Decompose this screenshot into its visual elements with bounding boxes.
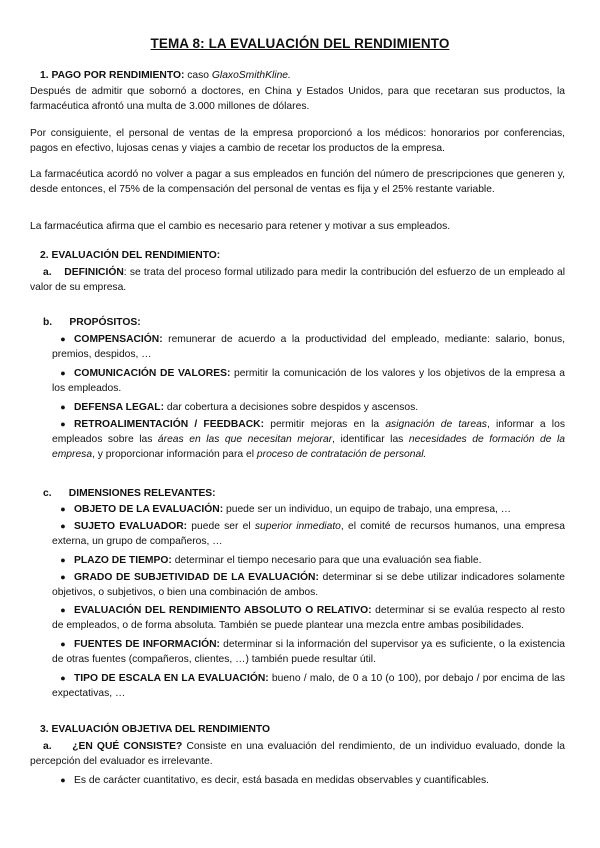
bullet-icon: ●	[60, 521, 66, 531]
section-2-number: 2.	[40, 250, 49, 261]
item-b-marker: b.	[43, 317, 53, 328]
definition-label: DEFINICIÓN	[64, 267, 124, 278]
section-3-number: 3.	[40, 724, 49, 735]
dimension-scale: ● TIPO DE ESCALA EN LA EVALUACIÓN: bueno / malo, de 0 a 10 (o 100), por debajo / por encima de las expectativas, …	[52, 673, 565, 699]
consists-label: ¿EN QUÉ CONSISTE?	[72, 741, 183, 752]
bullet-icon: ●	[60, 504, 66, 514]
purposes-heading	[30, 315, 565, 330]
section-2-label: EVALUACIÓN DEL RENDIMIENTO:	[51, 250, 221, 261]
bullet-icon: ●	[60, 605, 66, 615]
bullet-icon: ●	[60, 402, 66, 412]
dimension-subjectivity: ● GRADO DE SUBJETIVIDAD DE LA EVALUACIÓN: determinar si se debe utilizar indicadores solamente objetivos, o subjetivos, o bien una combinación de ambos.	[52, 572, 565, 598]
dimension-sources: ● FUENTES DE INFORMACIÓN: determinar si la información del supervisor ya es suficiente, o la existencia de otras fuentes (compañeros, clientes, …) también puede resultar útil.	[52, 639, 565, 665]
purpose-values: ● COMUNICACIÓN DE VALORES: permitir la comunicación de los valores y los objetivos de la empresa a los empleados.	[52, 368, 565, 394]
section-1-number: 1.	[40, 70, 49, 81]
bullet-icon: ●	[60, 775, 66, 785]
item-c-marker: c.	[43, 488, 52, 499]
dimensions-label: DIMENSIONES RELEVANTES:	[68, 488, 216, 499]
bullet-icon: ●	[60, 639, 66, 649]
section-3-label: EVALUACIÓN OBJETIVA DEL RENDIMIENTO	[51, 724, 271, 735]
purpose-feedback: ● RETROALIMENTACIÓN / FEEDBACK: permitir mejoras en la asignación de tareas, informar a los empleados sobre las áreas en las que necesitan mejorar, identificar las necesidades de formación de la empresa, y proporcionar información para el proceso de contratación de personal.	[52, 419, 565, 460]
section-3-heading	[30, 722, 565, 737]
consists-item	[30, 739, 565, 769]
paragraph-4: La farmacéutica afirma que el cambio es necesario para retener y motivar a sus empleados.	[30, 221, 451, 232]
item-a-marker: a.	[43, 741, 52, 752]
purpose-legal: ● DEFENSA LEGAL: dar cobertura a decisiones sobre despidos y ascensos.	[30, 400, 565, 415]
item-a-marker: a.	[43, 267, 52, 278]
section-1-heading	[30, 68, 565, 83]
paragraph-3: La farmacéutica acordó no volver a pagar a sus empleados en función del número de prescripciones que generen y, desde entonces, el 75% de la compensación del personal de ventas es fija y el 25% restante variable.	[30, 169, 565, 195]
dimension-evaluator: ● SUJETO EVALUADOR: puede ser el superior inmediato, el comité de recursos humanos, una empresa externa, un grupo de compañeros, …	[52, 521, 565, 547]
dimensions-heading	[30, 486, 565, 501]
section-1-pre: caso	[187, 70, 210, 81]
bullet-icon: ●	[60, 419, 66, 429]
paragraph-1: Después de admitir que sobornó a doctores, en China y Estados Unidos, para que recetaran sus productos, la farmacéutica afrontó una multa de 3.000 millones de dólares.	[30, 86, 565, 112]
bullet-icon: ●	[60, 368, 66, 378]
consists-text: Consiste en una evaluación del rendimiento, de un individuo evaluado, donde la percepción del evaluador es irrelevante.	[30, 741, 565, 767]
purposes-label: PROPÓSITOS:	[69, 317, 141, 328]
bullet-icon: ●	[60, 555, 66, 565]
bullet-icon: ●	[60, 673, 66, 683]
definition-text: : se trata del proceso formal utilizado para medir la contribución del esfuerzo de un empleado al valor de su empresa.	[30, 267, 565, 293]
dimension-object: ● OBJETO DE LA EVALUACIÓN: puede ser un individuo, un equipo de trabajo, una empresa, …	[30, 502, 565, 517]
consists-bullet: ● Es de carácter cuantitativo, es decir, está basada en medidas observables y cuantificables.	[30, 773, 565, 788]
section-2-heading	[30, 248, 565, 263]
section-1-label: PAGO POR RENDIMIENTO:	[51, 70, 185, 81]
definition-item	[30, 265, 565, 295]
purpose-compensation: ● COMPENSACIÓN: remunerar de acuerdo a la productividad del empleado, mediante: salario, bonus, premios, despidos, …	[52, 334, 565, 360]
dimension-absolute-relative: ● EVALUACIÓN DEL RENDIMIENTO ABSOLUTO O RELATIVO: determinar si se evalúa respecto al resto de empleados, o de forma absoluta. También se puede plantear una mezcla entre ambas posibilidades.	[52, 605, 565, 631]
paragraph-2: Por consiguiente, el personal de ventas de la empresa proporcionó a los médicos: honorarios por conferencias, pagos en efectivo, lujosas cenas y viajes a cambio de recetar los productos de la empresa.	[30, 128, 565, 154]
bullet-icon: ●	[60, 572, 66, 582]
bullet-icon: ●	[60, 334, 66, 344]
page-title: TEMA 8: LA EVALUACIÓN DEL RENDIMIENTO	[150, 36, 450, 51]
dimension-time: ● PLAZO DE TIEMPO: determinar el tiempo necesario para que una evaluación sea fiable.	[30, 553, 565, 568]
section-1-company: GlaxoSmithKline.	[211, 70, 291, 81]
